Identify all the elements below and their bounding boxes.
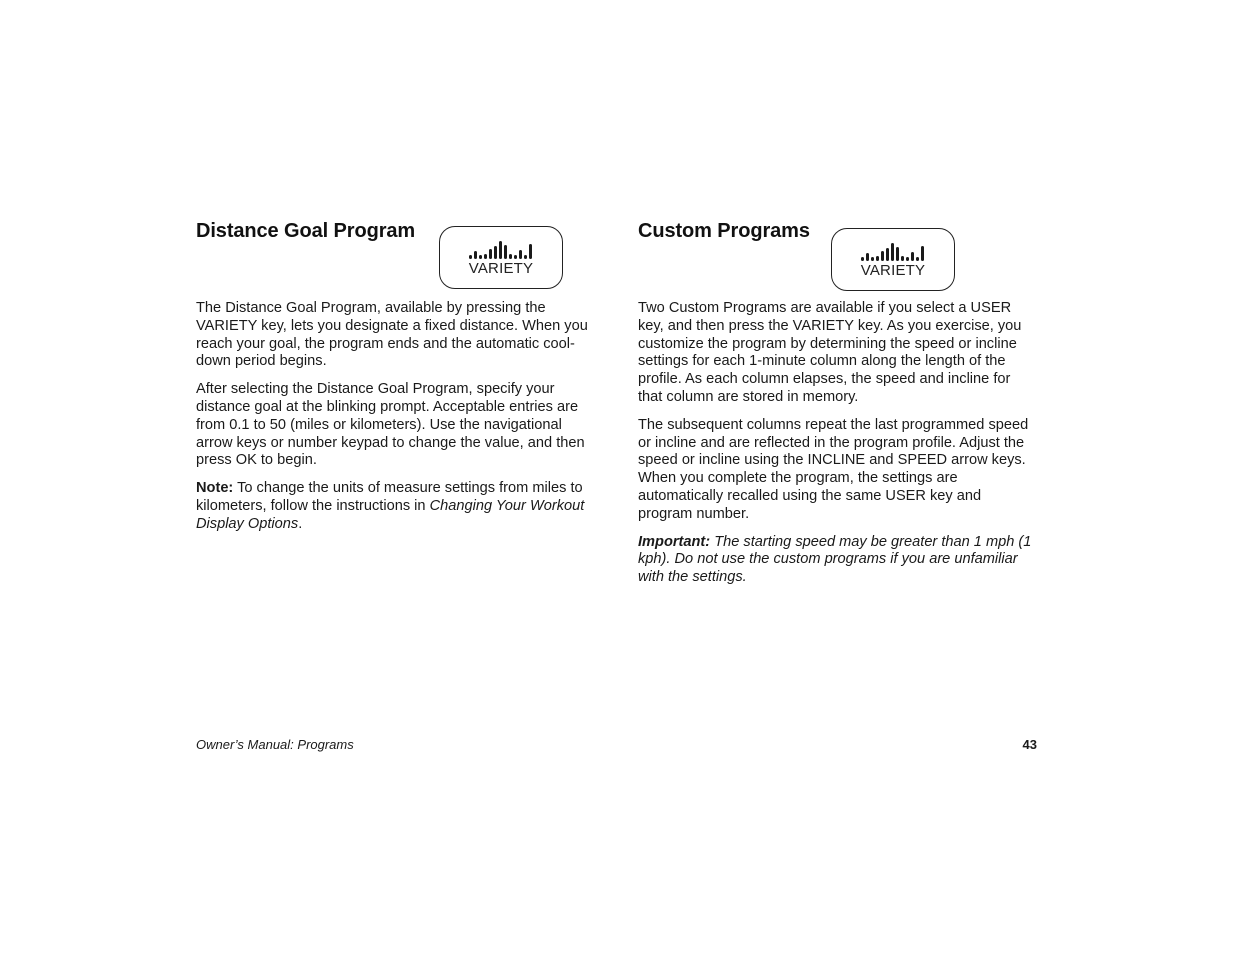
section-title: Custom Programs [638, 220, 810, 242]
paragraph: The Distance Goal Program, available by pressing the VARIETY key, lets you designate a fixed distance. When you reach your goal, the program ends and the automatic cool-down period begins. [196, 300, 588, 370]
note-label: Note: [196, 480, 234, 497]
note-paragraph [196, 480, 596, 533]
important-label: Important: [638, 533, 711, 550]
section-heading-row [196, 218, 596, 300]
cross-reference: Changing Your Workout Display Options [196, 497, 585, 532]
bar-profile-icon [469, 238, 535, 260]
note-tail: . [298, 515, 303, 532]
variety-key-illustration [439, 226, 563, 289]
variety-key-label: VARIETY [860, 262, 926, 279]
paragraph: After selecting the Distance Goal Program, specify your distance goal at the blinking prompt. Acceptable entries are from 0.1 to 50 (miles or kilometers). Use the navigational arrow keys or number keypad to change the value, and then press OK to begin. [196, 381, 585, 469]
paragraph: The subsequent columns repeat the last programmed speed or incline and are reflected in the program profile. Adjust the speed or incline using the INCLINE and SPEED arrow keys. When you complete the program, the settings are automatically recalled using the same USER key and program number. [638, 416, 1029, 522]
bar-profile-icon-graphic [861, 240, 927, 262]
section-title: Distance Goal Program [196, 220, 416, 242]
bar-profile-icon-graphic [469, 238, 535, 260]
section-custom-programs [638, 218, 1038, 597]
footer-title: Owner’s Manual: Programs [196, 737, 354, 752]
section-heading-row [638, 218, 1038, 300]
variety-key-label: VARIETY [468, 260, 534, 277]
section-distance-goal-program [196, 218, 596, 544]
variety-key-illustration [831, 228, 955, 291]
note-text: To change the units of measure settings from miles to kilometers, follow the instructions in [196, 480, 583, 514]
page-number: 43 [1022, 737, 1037, 752]
important-text: The starting speed may be greater than 1 mph (1 kph). Do not use the custom programs if you are unfamiliar with the settings. [638, 533, 1032, 586]
bar-profile-icon [861, 240, 927, 262]
important-paragraph [638, 534, 1038, 587]
paragraph: Two Custom Programs are available if you select a USER key, and then press the VARIETY key. As you exercise, you customize the program by determining the speed or incline settings for each 1-minute column along the length of the profile. As each column elapses, the speed and incline for that column are stored in memory. [638, 300, 1022, 405]
